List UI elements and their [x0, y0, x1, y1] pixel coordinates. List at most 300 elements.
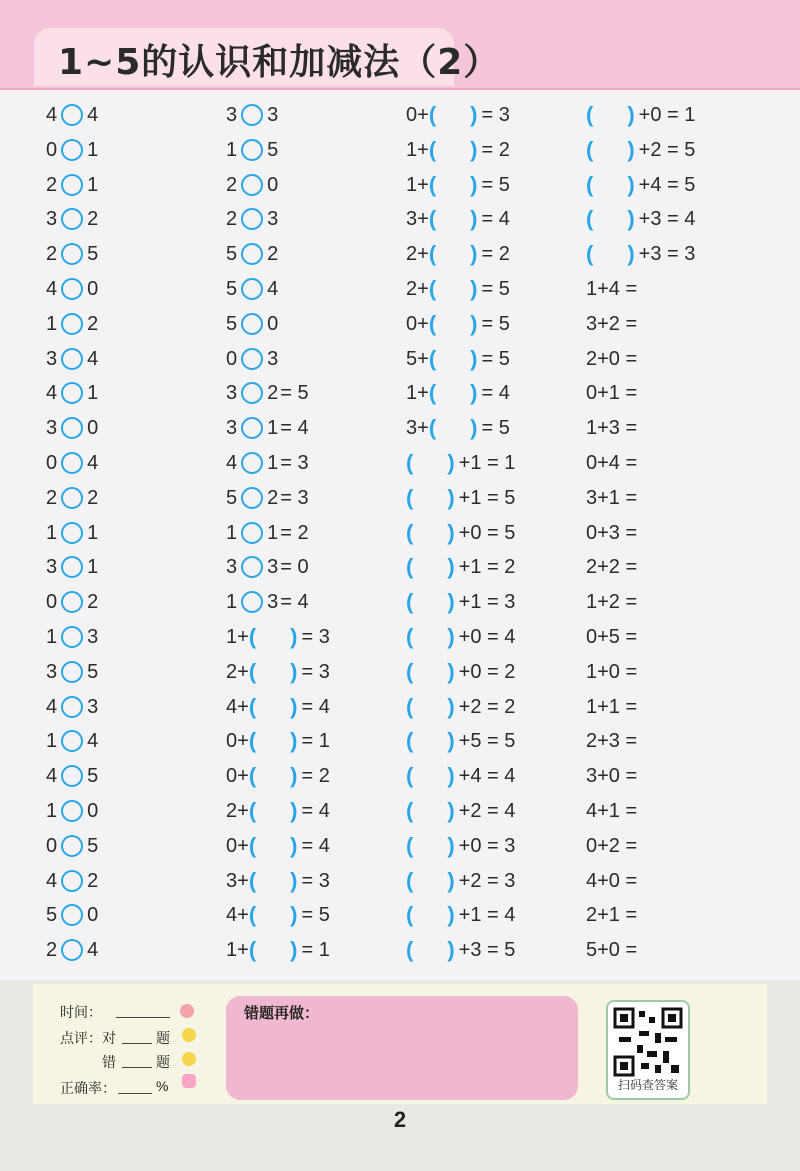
compare-exercise — [46, 204, 98, 234]
compare-circle[interactable] — [241, 487, 263, 509]
equation-prefix: 1+ — [226, 939, 249, 962]
equation-text: 3+0 = — [586, 765, 638, 788]
compare-left: 1 — [46, 312, 58, 335]
compare-circle[interactable] — [61, 487, 83, 509]
compare-circle[interactable] — [61, 417, 83, 439]
fill-blank-exercise — [406, 344, 510, 374]
equation-result: = 4 — [280, 591, 309, 614]
equation-text: 0+2 = — [586, 834, 638, 857]
equation-suffix: = 5 — [301, 904, 330, 927]
compare-left: 1 — [226, 591, 238, 614]
left-paren: ( — [428, 310, 437, 336]
fill-blank-exercise — [406, 866, 515, 896]
equation-suffix: +1 = 4 — [458, 904, 516, 927]
equation-result: = 0 — [280, 556, 309, 579]
equation-text: 1+1 = — [586, 695, 638, 718]
compare-exercise — [46, 274, 98, 304]
compare-exercise — [46, 100, 98, 130]
right-paren: ) — [447, 624, 455, 649]
compare-right: 0 — [267, 173, 279, 196]
compare-exercise — [226, 518, 309, 548]
pig-icon — [180, 1004, 194, 1018]
right-paren: ) — [447, 763, 455, 789]
equation-prefix: 2+ — [406, 278, 429, 300]
fill-blank-exercise — [406, 204, 510, 234]
fill-blank-exercise — [586, 204, 695, 234]
equation-prefix: 0+ — [406, 104, 429, 126]
addition-exercise — [586, 796, 637, 826]
equation-prefix: 1+ — [406, 173, 429, 196]
redo-label: 错题再做： — [244, 1005, 320, 1022]
compare-circle[interactable] — [241, 417, 263, 439]
compare-exercise — [46, 622, 98, 652]
left-paren: ( — [248, 693, 257, 719]
page-number: 2 — [393, 1107, 407, 1132]
left-paren: ( — [406, 902, 414, 928]
compare-exercise — [46, 135, 98, 165]
equation-prefix: 5+ — [406, 347, 429, 370]
equation-suffix: = 3 — [301, 660, 330, 683]
compare-exercise — [46, 831, 98, 861]
fill-blank-exercise — [586, 100, 695, 130]
compare-circle[interactable] — [61, 452, 83, 474]
left-paren: ( — [406, 554, 414, 580]
addition-exercise — [586, 831, 637, 861]
compare-circle[interactable] — [61, 243, 83, 265]
compare-circle[interactable] — [241, 452, 263, 474]
compare-right: 0 — [87, 278, 99, 300]
equation-suffix: +2 = 2 — [458, 695, 516, 718]
compare-right: 2 — [87, 312, 99, 335]
compare-circle[interactable] — [61, 382, 83, 404]
qr-code-icon — [613, 1007, 683, 1077]
compare-left: 3 — [46, 208, 58, 231]
right-paren: ) — [470, 241, 478, 267]
compare-right: 2 — [87, 869, 99, 892]
left-paren: ( — [248, 832, 257, 858]
compare-exercise — [46, 587, 98, 617]
right-paren: ) — [470, 415, 478, 441]
compare-circle[interactable] — [241, 139, 263, 161]
compare-right: 2 — [87, 486, 99, 509]
compare-right: 1 — [267, 452, 279, 474]
compare-left: 1 — [46, 730, 58, 753]
right-paren: ) — [290, 902, 298, 928]
compare-right: 0 — [267, 312, 279, 335]
addition-exercise — [586, 866, 637, 896]
right-paren: ) — [470, 345, 478, 371]
fill-blank-exercise — [226, 900, 330, 930]
right-paren: ) — [447, 937, 455, 963]
equation-text: 1+2 = — [586, 591, 638, 614]
left-paren: ( — [428, 415, 437, 441]
left-paren: ( — [248, 902, 257, 928]
equation-result: = 4 — [280, 417, 309, 440]
equation-text: 2+3 = — [586, 730, 638, 753]
fill-blank-exercise — [586, 239, 695, 269]
sad-face-icon — [182, 1052, 196, 1066]
time-blank — [116, 1017, 170, 1018]
compare-left: 1 — [226, 138, 238, 161]
compare-left: 1 — [46, 521, 58, 544]
addition-exercise — [586, 344, 637, 374]
right-paren: ) — [447, 867, 455, 893]
fill-blank-exercise — [406, 900, 515, 930]
right-paren: ) — [627, 102, 635, 127]
compare-left: 1 — [226, 521, 238, 544]
compare-exercise — [46, 796, 98, 826]
compare-circle[interactable] — [241, 348, 263, 370]
compare-right: 2 — [87, 208, 99, 231]
accuracy-label: 正确率： — [60, 1080, 116, 1096]
fill-blank-exercise — [406, 483, 515, 513]
addition-exercise — [586, 935, 637, 965]
compare-exercise — [46, 552, 98, 582]
compare-exercise — [46, 344, 98, 374]
left-paren: ( — [248, 763, 257, 789]
equation-text: 2+0 = — [586, 347, 638, 370]
right-paren: ) — [470, 276, 478, 301]
fill-blank-exercise — [406, 135, 510, 165]
compare-left: 5 — [226, 278, 238, 300]
equation-suffix: = 5 — [481, 347, 510, 370]
equation-suffix: = 1 — [301, 730, 330, 753]
compare-exercise — [46, 239, 98, 269]
left-paren: ( — [248, 867, 257, 893]
right-paren: ) — [447, 658, 455, 684]
compare-left: 5 — [226, 243, 238, 266]
compare-exercise — [46, 448, 98, 478]
compare-exercise — [46, 657, 98, 687]
fill-blank-exercise — [586, 135, 695, 165]
compare-circle[interactable] — [241, 243, 263, 265]
equation-suffix: +0 = 5 — [458, 521, 516, 544]
right-paren: ) — [447, 519, 455, 545]
addition-exercise — [586, 692, 637, 722]
fill-blank-exercise — [406, 378, 510, 408]
right-paren: ) — [470, 206, 478, 232]
compare-circle[interactable] — [61, 800, 83, 822]
compare-circle[interactable] — [61, 313, 83, 335]
compare-left: 0 — [46, 452, 58, 474]
fill-blank-exercise — [406, 587, 515, 617]
compare-exercise — [226, 100, 278, 130]
compare-right: 3 — [87, 626, 99, 648]
right-paren: ) — [470, 380, 478, 406]
compare-exercise — [226, 239, 278, 269]
left-paren: ( — [428, 171, 437, 197]
compare-left: 3 — [46, 556, 58, 579]
equation-result: = 2 — [280, 521, 309, 544]
equation-result: = 3 — [280, 486, 309, 509]
compare-left: 5 — [46, 904, 58, 927]
left-paren: ( — [248, 624, 257, 649]
compare-exercise — [226, 309, 278, 339]
compare-circle[interactable] — [241, 382, 263, 404]
compare-right: 3 — [267, 104, 279, 126]
equation-suffix: = 5 — [481, 312, 510, 335]
left-paren: ( — [428, 102, 437, 127]
wrong-blank — [122, 1067, 152, 1068]
right-paren: ) — [627, 171, 635, 197]
right-paren: ) — [447, 554, 455, 580]
right-paren: ) — [470, 102, 478, 127]
fill-blank-exercise — [406, 309, 510, 339]
left-paren: ( — [406, 728, 414, 754]
equation-suffix: +1 = 2 — [458, 556, 516, 579]
left-paren: ( — [586, 206, 594, 232]
right-paren: ) — [447, 693, 455, 719]
equation-prefix: 0+ — [226, 765, 249, 788]
equation-suffix: = 4 — [481, 382, 510, 405]
right-paren: ) — [290, 763, 298, 789]
compare-exercise — [226, 344, 278, 374]
compare-circle[interactable] — [61, 139, 83, 161]
compare-exercise — [46, 518, 98, 548]
compare-right: 1 — [267, 521, 279, 544]
wrong-unit: 题 — [156, 1054, 170, 1070]
compare-right: 1 — [267, 417, 279, 440]
addition-exercise — [586, 726, 637, 756]
equation-prefix: 0+ — [226, 834, 249, 857]
compare-left: 5 — [226, 486, 238, 509]
compare-exercise — [46, 692, 98, 722]
compare-left: 1 — [46, 626, 58, 648]
compare-circle[interactable] — [241, 313, 263, 335]
equation-text: 4+1 = — [586, 800, 638, 822]
left-paren: ( — [428, 206, 437, 232]
equation-text: 5+0 = — [586, 939, 638, 962]
left-paren: ( — [406, 798, 414, 823]
compare-circle[interactable] — [61, 730, 83, 752]
compare-right: 5 — [267, 138, 279, 161]
fill-blank-exercise — [226, 657, 330, 687]
equation-suffix: +0 = 3 — [458, 834, 516, 857]
compare-circle[interactable] — [61, 765, 83, 787]
compare-circle[interactable] — [61, 104, 83, 126]
compare-exercise — [226, 274, 278, 304]
left-paren: ( — [248, 798, 257, 823]
compare-circle[interactable] — [61, 556, 83, 578]
compare-left: 2 — [46, 486, 58, 509]
compare-right: 0 — [87, 904, 99, 927]
equation-prefix: 2+ — [406, 243, 429, 266]
compare-exercise — [46, 309, 98, 339]
fill-blank-exercise — [406, 274, 510, 304]
compare-circle[interactable] — [241, 591, 263, 613]
equation-prefix: 0+ — [226, 730, 249, 753]
equation-suffix: = 4 — [301, 695, 330, 718]
equation-suffix: +1 = 5 — [458, 486, 516, 509]
left-paren: ( — [428, 136, 437, 162]
fill-blank-exercise — [226, 796, 330, 826]
left-paren: ( — [428, 345, 437, 371]
equation-prefix: 1+ — [406, 138, 429, 161]
addition-exercise — [586, 518, 637, 548]
compare-circle[interactable] — [61, 939, 83, 961]
equation-suffix: = 2 — [481, 243, 510, 266]
left-paren: ( — [406, 658, 414, 684]
right-paren: ) — [290, 937, 298, 963]
fill-blank-exercise — [406, 552, 515, 582]
compare-exercise — [46, 761, 98, 791]
accuracy-blank — [118, 1093, 152, 1094]
compare-circle[interactable] — [61, 696, 83, 718]
compare-right: 5 — [87, 765, 99, 788]
compare-circle[interactable] — [241, 208, 263, 230]
smiley-icon — [182, 1028, 196, 1042]
addition-exercise — [586, 587, 637, 617]
left-paren: ( — [428, 380, 437, 406]
equation-suffix: +2 = 3 — [458, 869, 516, 892]
compare-circle[interactable] — [61, 522, 83, 544]
compare-exercise — [226, 170, 278, 200]
equation-suffix: +1 = 1 — [458, 452, 516, 474]
right-paren: ) — [447, 902, 455, 928]
equation-suffix: = 5 — [481, 417, 510, 440]
compare-circle[interactable] — [241, 104, 263, 126]
compare-left: 3 — [226, 417, 238, 440]
addition-exercise — [586, 448, 637, 478]
right-paren: ) — [627, 241, 635, 267]
compare-right: 2 — [87, 591, 99, 614]
fill-blank-exercise — [406, 796, 515, 826]
compare-circle[interactable] — [61, 661, 83, 683]
equation-suffix: = 4 — [301, 800, 330, 822]
compare-circle[interactable] — [61, 174, 83, 196]
compare-right: 0 — [87, 417, 99, 440]
fill-blank-exercise — [406, 518, 515, 548]
compare-circle[interactable] — [241, 174, 263, 196]
right-paren: ) — [470, 171, 478, 197]
equation-suffix: +4 = 4 — [458, 765, 516, 788]
fill-blank-exercise — [226, 622, 330, 652]
compare-circle[interactable] — [241, 556, 263, 578]
time-label: 时间： — [60, 1004, 102, 1020]
compare-circle[interactable] — [241, 522, 263, 544]
equation-prefix: 2+ — [226, 660, 249, 683]
addition-exercise — [586, 413, 637, 443]
addition-exercise — [586, 483, 637, 513]
equation-prefix: 1+ — [406, 382, 429, 405]
addition-exercise — [586, 657, 637, 687]
compare-right: 4 — [87, 347, 99, 370]
equation-result: = 3 — [280, 452, 309, 474]
left-paren: ( — [406, 624, 414, 649]
compare-left: 4 — [46, 278, 58, 300]
compare-right: 2 — [267, 486, 279, 509]
fill-blank-exercise — [226, 935, 330, 965]
percent-sign: % — [156, 1078, 169, 1094]
compare-left: 5 — [226, 312, 238, 335]
left-paren: ( — [248, 728, 257, 754]
left-paren: ( — [248, 658, 257, 684]
compare-circle[interactable] — [61, 591, 83, 613]
equation-suffix: +0 = 1 — [638, 104, 696, 126]
fill-blank-exercise — [406, 170, 510, 200]
left-paren: ( — [406, 589, 414, 615]
equation-text: 2+1 = — [586, 904, 638, 927]
compare-circle[interactable] — [61, 835, 83, 857]
addition-exercise — [586, 622, 637, 652]
equation-text: 3+1 = — [586, 486, 638, 509]
right-paren: ) — [447, 798, 455, 823]
equation-suffix: +3 = 4 — [638, 208, 696, 231]
compare-left: 3 — [226, 104, 238, 126]
left-paren: ( — [406, 867, 414, 893]
compare-left: 2 — [46, 173, 58, 196]
compare-exercise — [226, 204, 278, 234]
compare-right: 4 — [87, 104, 99, 126]
compare-left: 3 — [46, 347, 58, 370]
right-paren: ) — [447, 589, 455, 615]
compare-exercise — [46, 726, 98, 756]
compare-left: 2 — [226, 173, 238, 196]
right-paren: ) — [290, 693, 298, 719]
fill-blank-exercise — [406, 831, 515, 861]
fill-blank-exercise — [406, 692, 515, 722]
compare-left: 4 — [46, 382, 58, 405]
equation-result: = 5 — [280, 382, 309, 405]
compare-right: 3 — [267, 556, 279, 579]
compare-circle[interactable] — [61, 870, 83, 892]
fill-blank-exercise — [226, 866, 330, 896]
wrong-label: 错 — [102, 1054, 116, 1070]
compare-right: 4 — [87, 939, 99, 962]
addition-exercise — [586, 378, 637, 408]
compare-circle[interactable] — [61, 278, 83, 300]
compare-circle[interactable] — [61, 904, 83, 926]
left-paren: ( — [406, 832, 414, 858]
fill-blank-exercise — [406, 761, 515, 791]
equation-suffix: = 3 — [481, 104, 510, 126]
addition-exercise — [586, 274, 637, 304]
compare-right: 1 — [87, 521, 99, 544]
left-paren: ( — [428, 241, 437, 267]
compare-exercise — [46, 900, 98, 930]
equation-suffix: = 2 — [481, 138, 510, 161]
rabbit-icon — [182, 1074, 196, 1088]
compare-exercise — [226, 587, 309, 617]
fill-blank-exercise — [406, 726, 515, 756]
compare-exercise — [226, 413, 309, 443]
equation-prefix: 2+ — [226, 800, 249, 822]
compare-left: 2 — [46, 243, 58, 266]
compare-circle[interactable] — [61, 208, 83, 230]
equation-suffix: = 3 — [301, 869, 330, 892]
left-paren: ( — [406, 693, 414, 719]
left-paren: ( — [406, 937, 414, 963]
compare-right: 1 — [87, 382, 99, 405]
compare-exercise — [226, 552, 309, 582]
right-paren: ) — [447, 450, 455, 475]
compare-circle[interactable] — [61, 626, 83, 648]
right-paren: ) — [470, 136, 478, 162]
compare-circle[interactable] — [61, 348, 83, 370]
left-paren: ( — [406, 519, 414, 545]
right-paren: ) — [470, 310, 478, 336]
compare-exercise — [226, 448, 309, 478]
compare-exercise — [46, 413, 98, 443]
right-paren: ) — [290, 728, 298, 754]
correct-blank — [122, 1043, 152, 1044]
compare-circle[interactable] — [241, 278, 263, 300]
equation-prefix: 4+ — [226, 904, 249, 927]
fill-blank-exercise — [406, 935, 515, 965]
addition-exercise — [586, 552, 637, 582]
equation-prefix: 0+ — [406, 312, 429, 335]
left-paren: ( — [406, 484, 414, 510]
